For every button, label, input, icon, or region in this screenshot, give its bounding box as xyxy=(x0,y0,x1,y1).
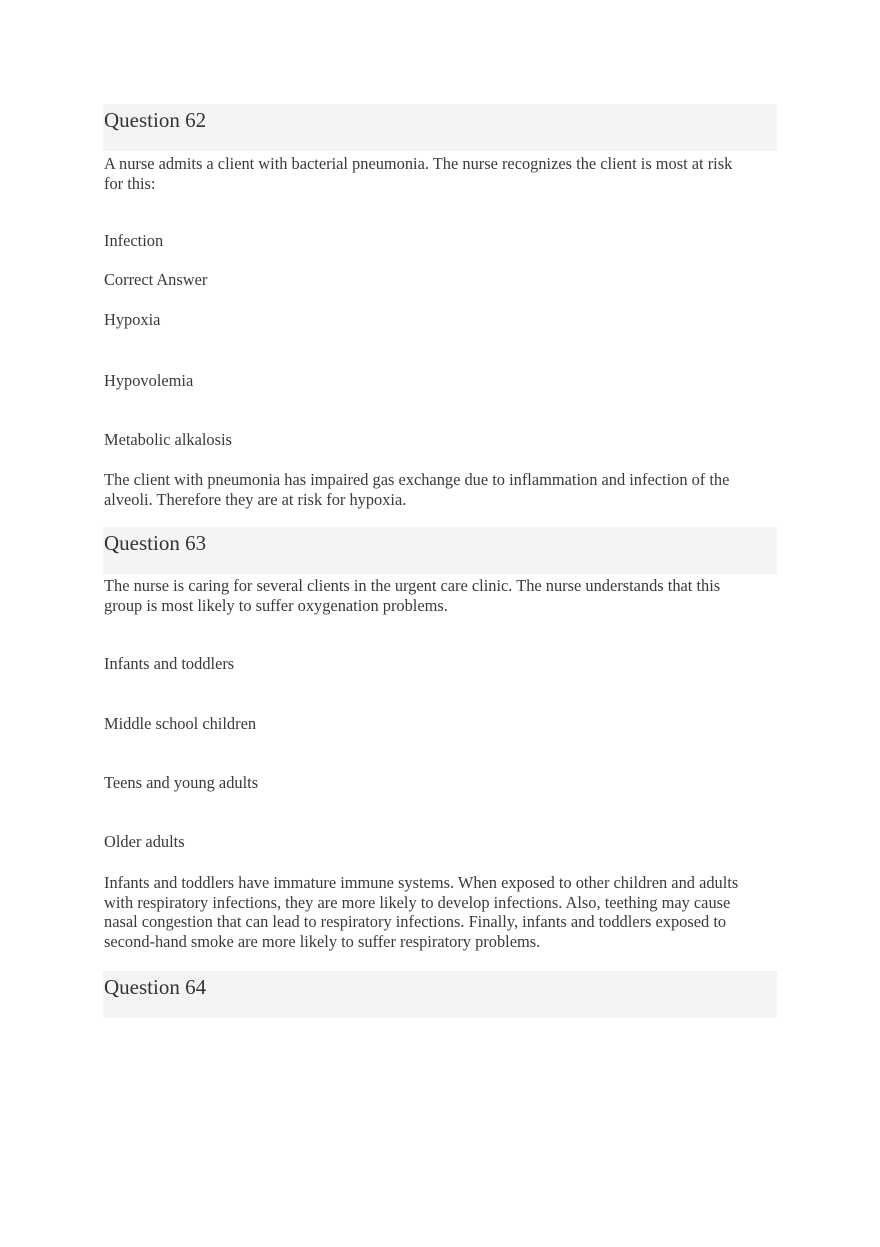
question-62-rationale-line-1: The client with pneumonia has impaired gas exchange due to inflammation and infection of the xyxy=(104,470,730,489)
question-64-header xyxy=(103,971,777,1018)
question-63-rationale-line-1: Infants and toddlers have immature immune systems. When exposed to other children and adults xyxy=(104,873,739,892)
question-63-option-3: Teens and young adults xyxy=(104,773,259,792)
question-63-option-2: Middle school children xyxy=(104,714,257,733)
question-62-option-4: Metabolic alkalosis xyxy=(104,430,232,449)
question-63-rationale-line-3: nasal congestion that can lead to respiratory infections. Finally, infants and toddlers exposed to xyxy=(104,912,727,931)
question-62-rationale-line-2: alveoli. Therefore they are at risk for hypoxia. xyxy=(104,489,407,509)
question-62-prompt xyxy=(104,154,779,193)
question-62-option-2: Hypoxia xyxy=(104,310,161,329)
question-63-option-1: Infants and toddlers xyxy=(104,654,235,673)
question-62-prompt-line-2: for this: xyxy=(104,173,156,193)
question-63-rationale xyxy=(104,873,779,951)
question-63-prompt-line-2: group is most likely to suffer oxygenation problems. xyxy=(104,595,448,615)
question-62-rationale xyxy=(104,470,779,509)
question-63-option-4: Older adults xyxy=(104,832,185,851)
question-63-header xyxy=(103,527,777,574)
question-63-title: Question 63 xyxy=(104,531,207,555)
question-63-rationale-line-4: second-hand smoke are more likely to suffer respiratory problems. xyxy=(104,931,541,951)
question-63-prompt xyxy=(104,576,779,615)
question-62-prompt-line-1: A nurse admits a client with bacterial pneumonia. The nurse recognizes the client is most at risk xyxy=(104,154,733,173)
question-62-header xyxy=(103,104,777,151)
question-64-title: Question 64 xyxy=(104,975,207,999)
question-63-rationale-line-2: with respiratory infections, they are more likely to develop infections. Also, teething may cause xyxy=(104,892,731,912)
question-62-correct-answer-label: Correct Answer xyxy=(104,270,208,289)
question-63-prompt-line-1: The nurse is caring for several clients in the urgent care clinic. The nurse understands that this xyxy=(104,576,721,595)
question-62-option-3: Hypovolemia xyxy=(104,371,194,390)
question-62-option-1: Infection xyxy=(104,231,164,250)
question-62-title: Question 62 xyxy=(104,108,207,132)
